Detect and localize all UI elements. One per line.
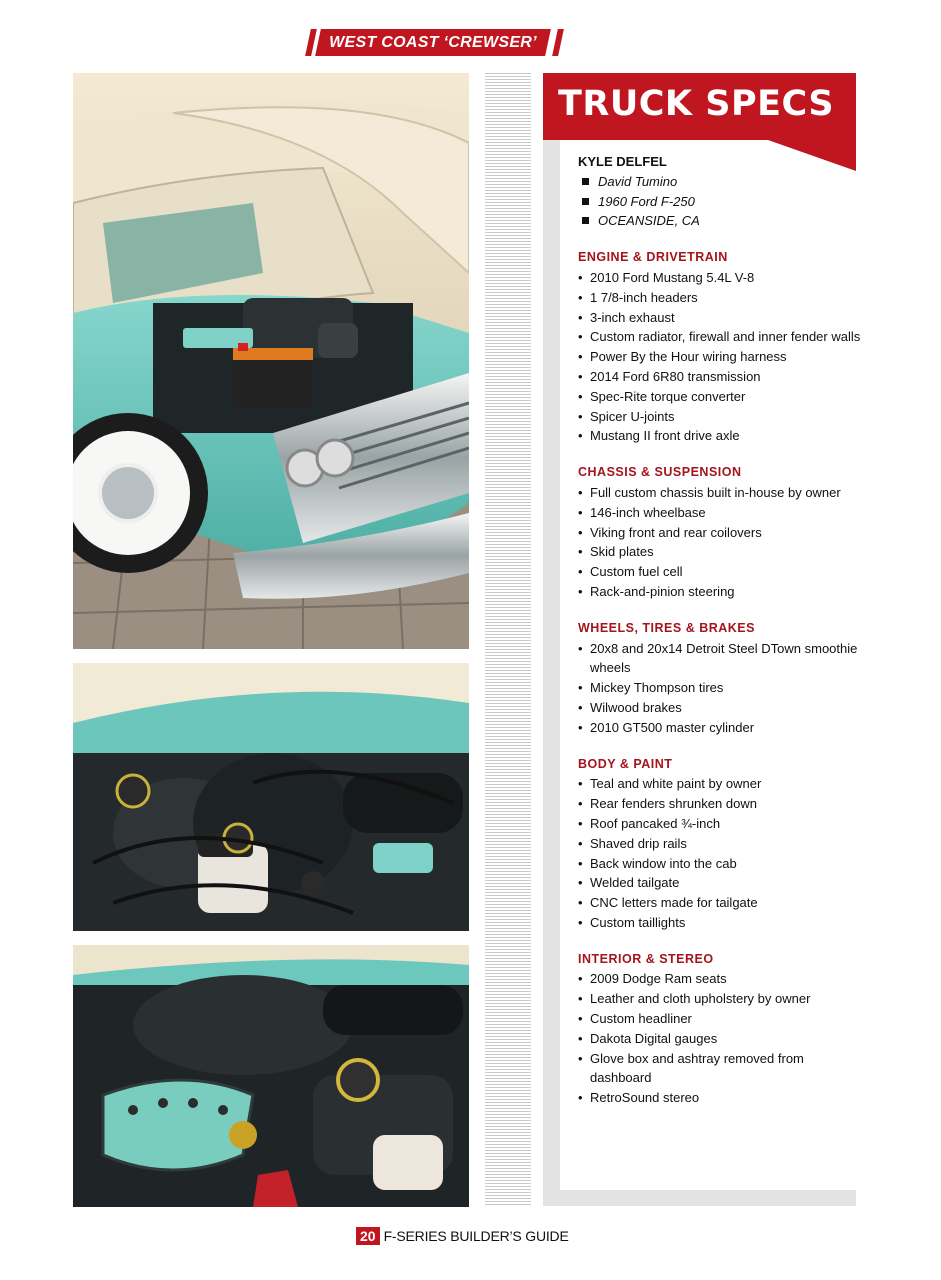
list-item: • 2010 Ford Mustang 5.4L V-8 [578, 268, 863, 288]
list-item: • Custom taillights [578, 913, 863, 933]
list-item: • 2010 GT500 master cylinder [578, 718, 863, 738]
bullet-icon: • [578, 544, 583, 560]
section-list-chassis [578, 483, 863, 602]
bullet-icon: • [578, 564, 583, 580]
bullet-icon: • [578, 855, 583, 871]
bullet-icon: • [578, 640, 583, 656]
bullet-icon: • [578, 583, 583, 599]
list-item: • Glove box and ashtray removed from dashboard [578, 1049, 863, 1089]
owner-detail: 1960 Ford F-250 [578, 192, 863, 212]
list-item: • 3-inch exhaust [578, 308, 863, 328]
list-item: • Rack-and-pinion steering [578, 582, 863, 602]
bullet-icon: • [578, 680, 583, 696]
bullet-icon: • [578, 524, 583, 540]
owner-details [578, 172, 863, 231]
specs-title: TRUCK SPECS [558, 84, 835, 124]
photo-valve-cover [73, 945, 469, 1207]
bullet-icon: • [578, 815, 583, 831]
bullet-icon: • [578, 408, 583, 424]
list-item: • Teal and white paint by owner [578, 774, 863, 794]
list-item: • Spicer U-joints [578, 407, 863, 427]
list-item: • 2009 Dodge Ram seats [578, 969, 863, 989]
bullet-icon: • [578, 991, 583, 1007]
owner-name: KYLE DELFEL [578, 154, 667, 169]
list-item: • Mickey Thompson tires [578, 678, 863, 698]
tag-accent-right [552, 29, 564, 56]
section-list-engine [578, 268, 863, 446]
stripe-divider [485, 73, 531, 1207]
bullet-icon: • [578, 719, 583, 735]
bullet-icon: • [578, 1050, 583, 1066]
bullet-icon: • [578, 504, 583, 520]
section-heading-wheels: WHEELS, TIRES & BRAKES [578, 620, 755, 635]
bullet-icon: • [578, 269, 583, 285]
bullet-icon: • [578, 329, 583, 345]
bullet-icon: • [578, 368, 583, 384]
list-item: • RetroSound stereo [578, 1088, 863, 1108]
section-heading-interior: INTERIOR & STEREO [578, 951, 714, 966]
list-item: • 146-inch wheelbase [578, 503, 863, 523]
section-heading-chassis: CHASSIS & SUSPENSION [578, 465, 742, 480]
list-item: • Rear fenders shrunken down [578, 794, 863, 814]
bullet-icon: • [578, 289, 583, 305]
square-bullet-icon [582, 217, 589, 224]
list-item: • Custom headliner [578, 1009, 863, 1029]
section-list-body [578, 774, 863, 932]
specs-content [578, 152, 863, 1108]
square-bullet-icon [582, 198, 589, 205]
list-item: • Custom fuel cell [578, 562, 863, 582]
list-item: • CNC letters made for tailgate [578, 893, 863, 913]
header-tag: WEST COAST ‘CREWSER’ [329, 33, 537, 51]
bullet-icon: • [578, 428, 583, 444]
section-heading-engine: ENGINE & DRIVETRAIN [578, 250, 728, 265]
photo-engine-bay [73, 663, 469, 931]
list-item: • Viking front and rear coilovers [578, 523, 863, 543]
owner-detail: David Tumino [578, 172, 863, 192]
section-list-interior [578, 969, 863, 1108]
bullet-icon: • [578, 835, 583, 851]
square-bullet-icon [582, 178, 589, 185]
owner-detail: OCEANSIDE, CA [578, 211, 863, 231]
bullet-icon: • [578, 699, 583, 715]
bullet-icon: • [578, 1011, 583, 1027]
section-list-wheels [578, 639, 863, 738]
bullet-icon: • [578, 388, 583, 404]
list-item: • Spec-Rite torque converter [578, 387, 863, 407]
bullet-icon: • [578, 484, 583, 500]
list-item: • Dakota Digital gauges [578, 1029, 863, 1049]
bullet-icon: • [578, 776, 583, 792]
bullet-icon: • [578, 875, 583, 891]
bullet-icon: • [578, 309, 583, 325]
photo-truck-front [73, 73, 469, 649]
bullet-icon: • [578, 349, 583, 365]
list-item: • 2014 Ford 6R80 transmission [578, 367, 863, 387]
bullet-icon: • [578, 914, 583, 930]
bullet-icon: • [578, 971, 583, 987]
list-item: • Skid plates [578, 542, 863, 562]
list-item: • Wilwood brakes [578, 698, 863, 718]
bullet-icon: • [578, 796, 583, 812]
page-number: 20 [356, 1227, 380, 1245]
list-item: • Full custom chassis built in-house by owner [578, 483, 863, 503]
list-item: • Shaved drip rails [578, 834, 863, 854]
section-heading-body: BODY & PAINT [578, 756, 673, 771]
bullet-icon: • [578, 1030, 583, 1046]
list-item: • Mustang II front drive axle [578, 426, 863, 446]
list-item: • Leather and cloth upholstery by owner [578, 989, 863, 1009]
publication-name: F-SERIES BUILDER’S GUIDE [383, 1228, 569, 1244]
list-item: • 1 7/8-inch headers [578, 288, 863, 308]
list-item: • Power By the Hour wiring harness [578, 347, 863, 367]
bullet-icon: • [578, 895, 583, 911]
list-item: • Back window into the cab [578, 854, 863, 874]
page-footer [356, 1226, 569, 1246]
list-item: • Custom radiator, firewall and inner fender walls [578, 327, 863, 347]
list-item: • 20x8 and 20x14 Detroit Steel DTown smoothie wheels [578, 639, 863, 679]
list-item: • Roof pancaked ¾-inch [578, 814, 863, 834]
bullet-icon: • [578, 1090, 583, 1106]
list-item: • Welded tailgate [578, 873, 863, 893]
